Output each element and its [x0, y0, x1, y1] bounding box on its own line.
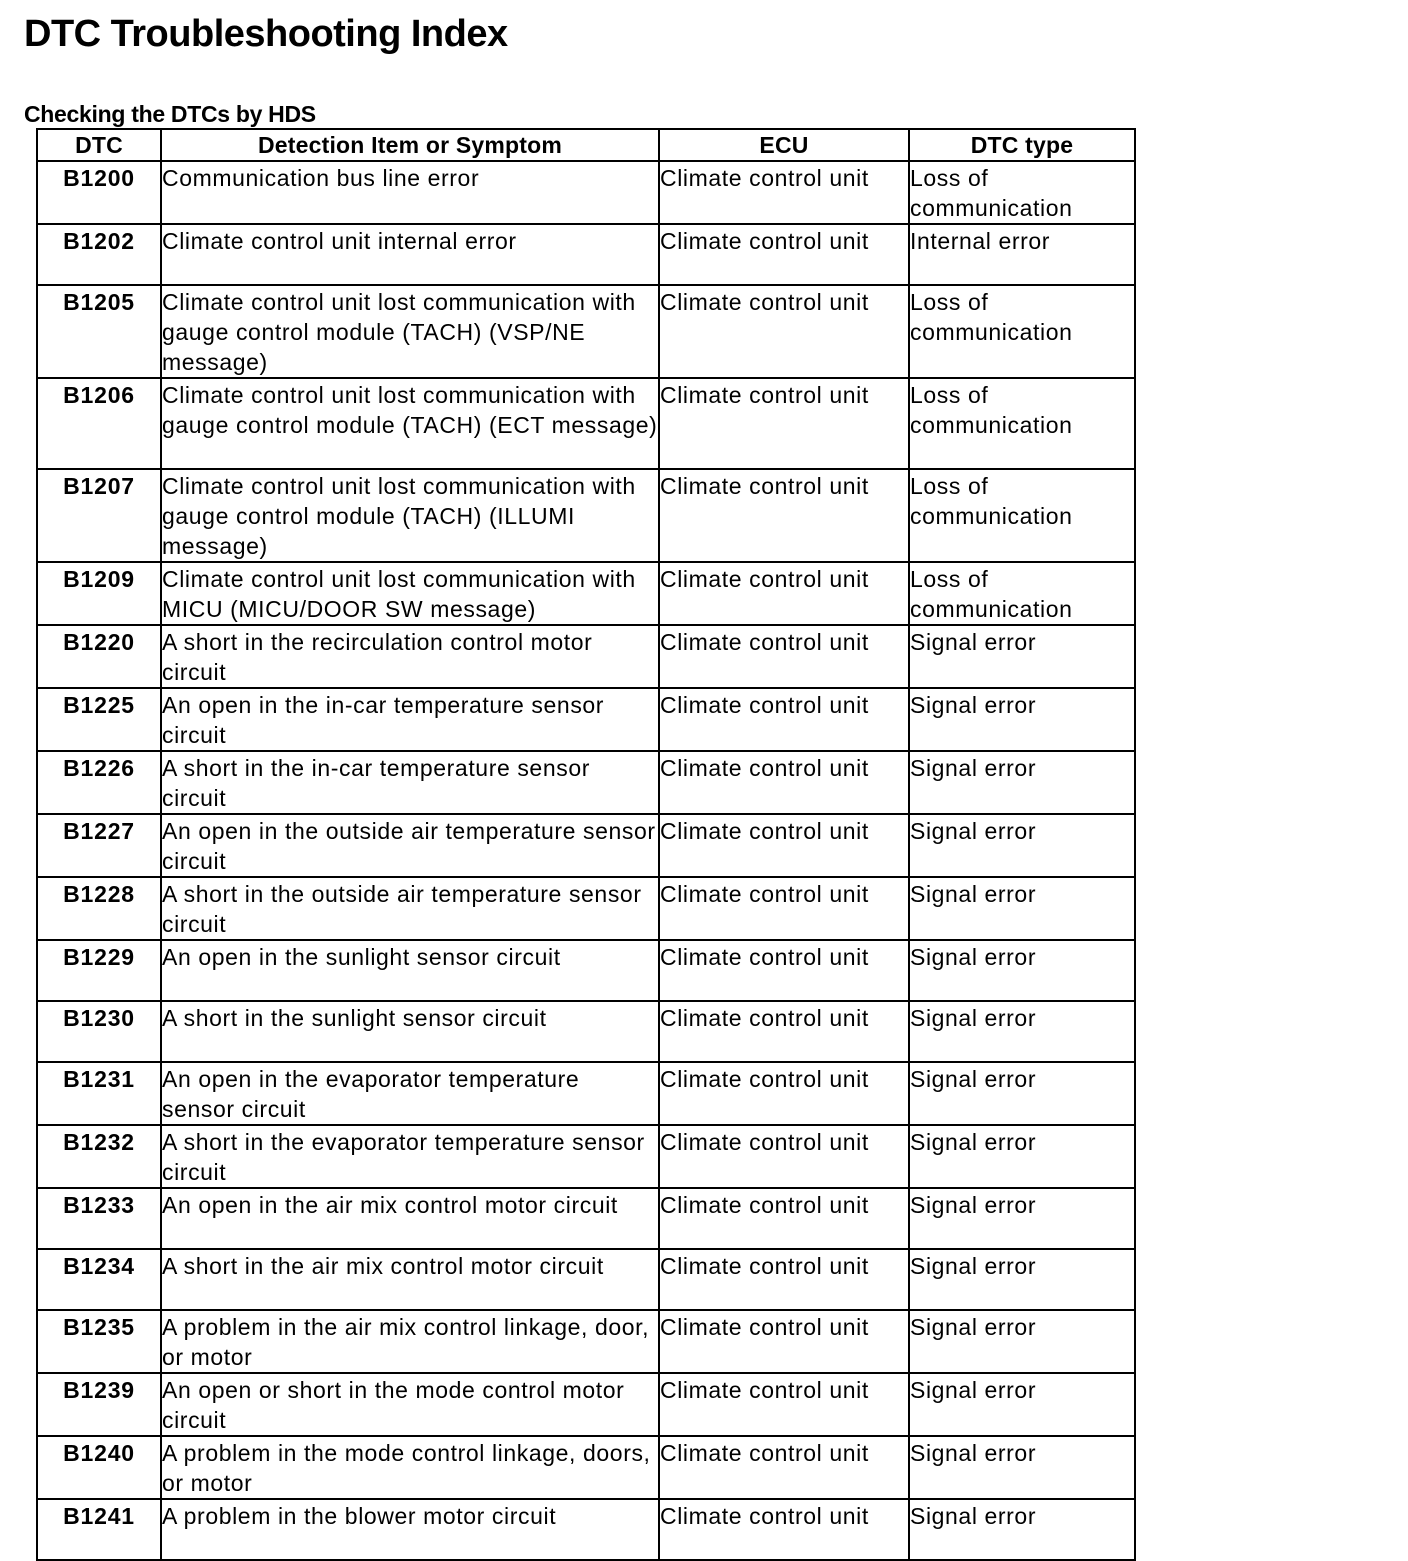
symptom-cell: Climate control unit internal error — [161, 224, 659, 285]
symptom-cell: A short in the evaporator temperature sensor circuit — [161, 1125, 659, 1188]
dtc-type-cell: Signal error — [909, 1125, 1135, 1188]
ecu-cell: Climate control unit — [659, 1499, 909, 1560]
ecu-cell: Climate control unit — [659, 562, 909, 625]
symptom-cell: An open in the evaporator temperature sensor circuit — [161, 1062, 659, 1125]
dtc-type-cell: Loss of communication — [909, 161, 1135, 224]
column-header-dtc-type: DTC type — [909, 129, 1135, 161]
symptom-cell: A short in the sunlight sensor circuit — [161, 1001, 659, 1062]
dtc-type-cell: Loss of communication — [909, 285, 1135, 378]
table-header — [37, 129, 1135, 161]
dtc-type-cell: Signal error — [909, 688, 1135, 751]
ecu-cell: Climate control unit — [659, 625, 909, 688]
dtc-code-cell: B1240 — [37, 1436, 161, 1499]
dtc-type-cell: Signal error — [909, 1249, 1135, 1310]
symptom-cell: A problem in the mode control linkage, doors, or motor — [161, 1436, 659, 1499]
table-row — [37, 1310, 1135, 1373]
dtc-code-cell: B1226 — [37, 751, 161, 814]
symptom-cell: Climate control unit lost communication with gauge control module (TACH) (ECT message) — [161, 378, 659, 469]
table-row — [37, 940, 1135, 1001]
ecu-cell: Climate control unit — [659, 469, 909, 562]
dtc-code-cell: B1235 — [37, 1310, 161, 1373]
dtc-code-cell: B1233 — [37, 1188, 161, 1249]
table-row — [37, 285, 1135, 378]
dtc-type-cell: Signal error — [909, 814, 1135, 877]
ecu-cell: Climate control unit — [659, 1249, 909, 1310]
symptom-cell: Communication bus line error — [161, 161, 659, 224]
column-header-symptom: Detection Item or Symptom — [161, 129, 659, 161]
dtc-code-cell: B1232 — [37, 1125, 161, 1188]
ecu-cell: Climate control unit — [659, 688, 909, 751]
table-row — [37, 625, 1135, 688]
ecu-cell: Climate control unit — [659, 1436, 909, 1499]
dtc-code-cell: B1227 — [37, 814, 161, 877]
table-row — [37, 469, 1135, 562]
dtc-code-cell: B1202 — [37, 224, 161, 285]
ecu-cell: Climate control unit — [659, 161, 909, 224]
table-row — [37, 1249, 1135, 1310]
dtc-type-cell: Loss of communication — [909, 562, 1135, 625]
dtc-type-cell: Signal error — [909, 751, 1135, 814]
dtc-type-cell: Loss of communication — [909, 469, 1135, 562]
dtc-code-cell: B1228 — [37, 877, 161, 940]
symptom-cell: Climate control unit lost communication with gauge control module (TACH) (VSP/NE message) — [161, 285, 659, 378]
page-title: DTC Troubleshooting Index — [24, 13, 508, 55]
table-row — [37, 1062, 1135, 1125]
symptom-cell: A short in the outside air temperature sensor circuit — [161, 877, 659, 940]
table-row — [37, 161, 1135, 224]
table-row — [37, 1373, 1135, 1436]
ecu-cell: Climate control unit — [659, 1310, 909, 1373]
symptom-cell: An open in the sunlight sensor circuit — [161, 940, 659, 1001]
symptom-cell: An open in the in-car temperature sensor circuit — [161, 688, 659, 751]
dtc-code-cell: B1230 — [37, 1001, 161, 1062]
table-row — [37, 814, 1135, 877]
dtc-type-cell: Signal error — [909, 1188, 1135, 1249]
table-row — [37, 224, 1135, 285]
column-header-dtc: DTC — [37, 129, 161, 161]
dtc-code-cell: B1205 — [37, 285, 161, 378]
ecu-cell: Climate control unit — [659, 1188, 909, 1249]
symptom-cell: A short in the air mix control motor circuit — [161, 1249, 659, 1310]
ecu-cell: Climate control unit — [659, 1062, 909, 1125]
table-row — [37, 688, 1135, 751]
dtc-type-cell: Signal error — [909, 1001, 1135, 1062]
ecu-cell: Climate control unit — [659, 1373, 909, 1436]
dtc-table — [36, 128, 1136, 1561]
dtc-code-cell: B1225 — [37, 688, 161, 751]
dtc-code-cell: B1234 — [37, 1249, 161, 1310]
table-row — [37, 378, 1135, 469]
table-row — [37, 1125, 1135, 1188]
column-header-ecu: ECU — [659, 129, 909, 161]
dtc-type-cell: Signal error — [909, 940, 1135, 1001]
dtc-type-cell: Signal error — [909, 625, 1135, 688]
header-row — [37, 129, 1135, 161]
dtc-type-cell: Signal error — [909, 1310, 1135, 1373]
symptom-cell: A short in the recirculation control motor circuit — [161, 625, 659, 688]
ecu-cell: Climate control unit — [659, 751, 909, 814]
ecu-cell: Climate control unit — [659, 224, 909, 285]
symptom-cell: An open in the air mix control motor circuit — [161, 1188, 659, 1249]
symptom-cell: A problem in the blower motor circuit — [161, 1499, 659, 1560]
symptom-cell: A problem in the air mix control linkage, door, or motor — [161, 1310, 659, 1373]
table-row — [37, 1188, 1135, 1249]
dtc-code-cell: B1231 — [37, 1062, 161, 1125]
ecu-cell: Climate control unit — [659, 1001, 909, 1062]
ecu-cell: Climate control unit — [659, 378, 909, 469]
section-title: Checking the DTCs by HDS — [24, 101, 316, 127]
dtc-code-cell: B1200 — [37, 161, 161, 224]
dtc-type-cell: Signal error — [909, 1499, 1135, 1560]
table-row — [37, 1436, 1135, 1499]
symptom-cell: Climate control unit lost communication with gauge control module (TACH) (ILLUMI message) — [161, 469, 659, 562]
symptom-cell: Climate control unit lost communication with MICU (MICU/DOOR SW message) — [161, 562, 659, 625]
dtc-code-cell: B1239 — [37, 1373, 161, 1436]
ecu-cell: Climate control unit — [659, 940, 909, 1001]
table-row — [37, 1001, 1135, 1062]
dtc-type-cell: Signal error — [909, 1436, 1135, 1499]
table-row — [37, 1499, 1135, 1560]
symptom-cell: An open in the outside air temperature sensor circuit — [161, 814, 659, 877]
ecu-cell: Climate control unit — [659, 285, 909, 378]
dtc-code-cell: B1209 — [37, 562, 161, 625]
dtc-code-cell: B1206 — [37, 378, 161, 469]
dtc-code-cell: B1220 — [37, 625, 161, 688]
ecu-cell: Climate control unit — [659, 1125, 909, 1188]
dtc-type-cell: Signal error — [909, 877, 1135, 940]
ecu-cell: Climate control unit — [659, 877, 909, 940]
table-row — [37, 562, 1135, 625]
dtc-code-cell: B1229 — [37, 940, 161, 1001]
dtc-type-cell: Signal error — [909, 1062, 1135, 1125]
dtc-type-cell: Internal error — [909, 224, 1135, 285]
dtc-type-cell: Loss of communication — [909, 378, 1135, 469]
symptom-cell: An open or short in the mode control motor circuit — [161, 1373, 659, 1436]
dtc-code-cell: B1207 — [37, 469, 161, 562]
table-row — [37, 751, 1135, 814]
dtc-type-cell: Signal error — [909, 1373, 1135, 1436]
symptom-cell: A short in the in-car temperature sensor circuit — [161, 751, 659, 814]
table-row — [37, 877, 1135, 940]
table-body — [37, 161, 1135, 1560]
dtc-code-cell: B1241 — [37, 1499, 161, 1560]
ecu-cell: Climate control unit — [659, 814, 909, 877]
